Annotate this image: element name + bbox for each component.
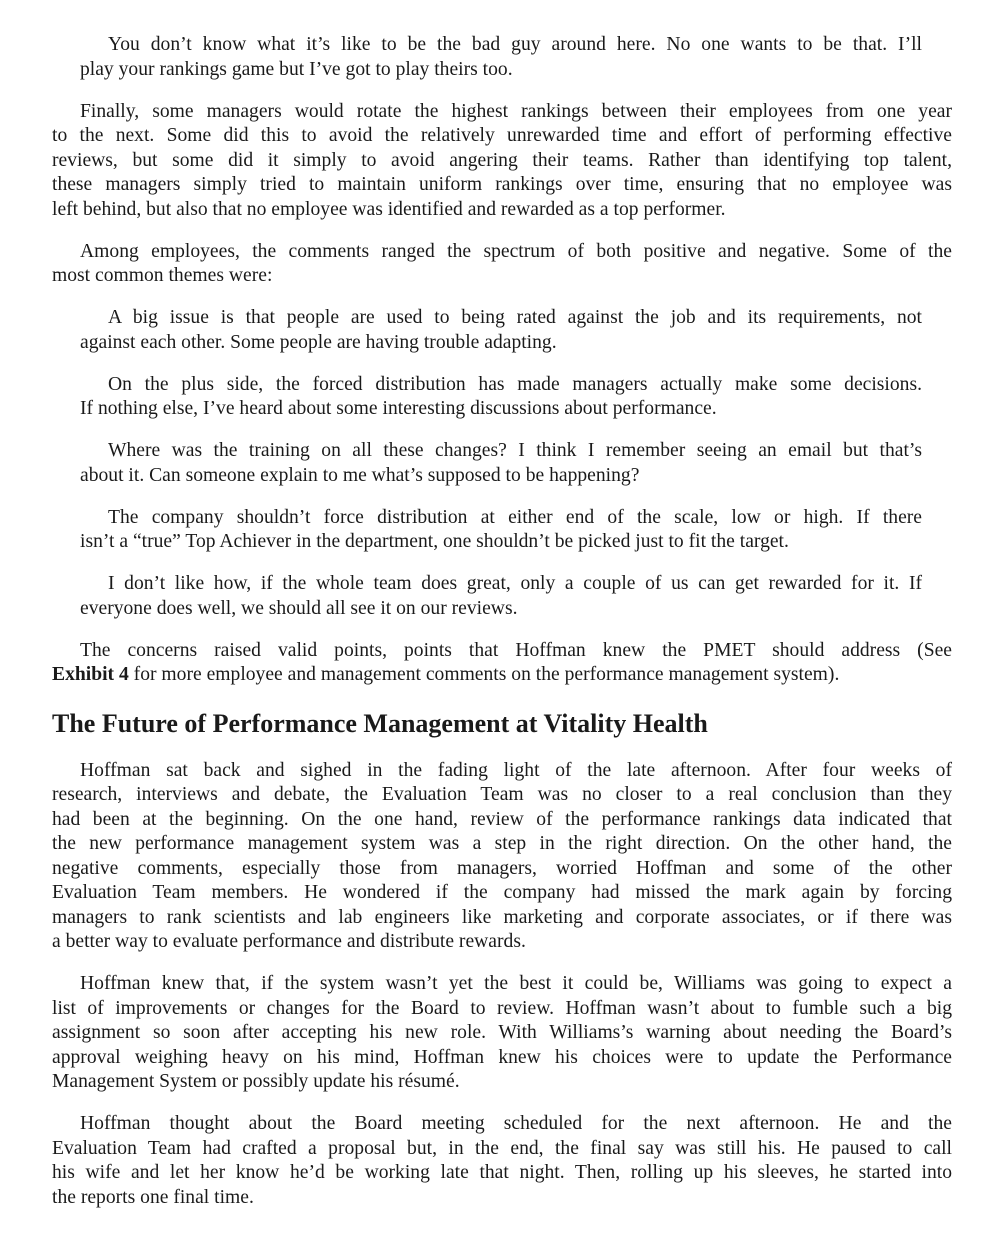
text-line: Hoffman knew that, if the system wasn’t yet the best it could be, Williams was going to expect a [80,973,952,994]
paragraph [0,972,1000,1095]
text-line: Finally, some managers would rotate the highest rankings between their employees from one year [80,100,952,122]
text-line: negative comments, especially those from managers, worried Hoffman and some of the other [52,857,952,879]
quote-paragraph [0,33,1000,82]
text-line: approval weighing heavy on his mind, Hoffman knew his choices were to update the Performance [52,1046,952,1068]
paragraph [0,1112,1000,1210]
text-line: A big issue is that people are used to being rated against the job and its requirements, not [108,307,922,328]
section-after-heading [0,759,1000,1211]
text-fragment: for more employee and management comments on the performance management system). [128,664,840,685]
text-line: most common themes were: [52,265,273,286]
quote-paragraph [0,373,1000,422]
text-line: against each other. Some people are having trouble adapting. [80,331,557,353]
text-line: You don’t know what it’s like to be the bad guy around here. No one wants to be that. I’ll [108,34,922,55]
text-line: left behind, but also that no employee was identified and rewarded as a top performer. [52,198,726,220]
exhibit-reference: Exhibit 4 [52,664,129,685]
text-line: Hoffman thought about the Board meeting scheduled for the next afternoon. He and the [80,1113,952,1134]
text-line: these managers simply tried to maintain uniform rankings over time, ensuring that no employee was [52,174,952,195]
paragraph [0,100,1000,223]
text-line: his wife and let her know he’d be working late that night. Then, rolling up his sleeves, he started into [52,1162,952,1183]
quote-paragraph [0,439,1000,488]
text-line: I don’t like how, if the whole team does great, only a couple of us can get rewarded for it. If [108,573,922,594]
text-line: On the plus side, the forced distribution has made managers actually make some decisions. [108,373,922,395]
text-line: If nothing else, I’ve heard about some interesting discussions about performance. [80,398,717,419]
text-line: the new performance management system was a step in the right direction. On the other hand, the [52,833,952,854]
text-line: Where was the training on all these changes? I think I remember seeing an email but that’s [108,440,922,461]
paragraph [0,759,1000,955]
text-line: The company shouldn’t force distribution at either end of the scale, low or high. If there [108,506,922,528]
text-line: Among employees, the comments ranged the spectrum of both positive and negative. Some of the [80,240,952,262]
text-line: to the next. Some did this to avoid the relatively unrewarded time and effort of performing effective [52,125,952,146]
paragraph [0,240,1000,289]
text-line: a better way to evaluate performance and distribute rewards. [52,931,526,952]
text-line: The concerns raised valid points, points that Hoffman knew the PMET should address (See [80,639,952,661]
section-heading: The Future of Performance Management at Vitality Health [52,708,708,738]
quote-paragraph [0,506,1000,555]
text-line: the reports one final time. [52,1186,254,1208]
text-line: Evaluation Team had crafted a proposal but, in the end, the final say was still his. He paused to call [52,1137,952,1159]
text-line [52,663,952,688]
text-line: about it. Can someone explain to me what’s supposed to be happening? [80,464,640,486]
text-line: had been at the beginning. On the one hand, review of the performance rankings data indicated that [52,808,952,830]
text-line: isn’t a “true” Top Achiever in the department, one shouldn’t be picked just to fit the target. [80,531,789,552]
quote-paragraph [0,572,1000,621]
text-line: list of improvements or changes for the Board to review. Hoffman wasn’t about to fumble such a big [52,997,952,1019]
text-line: assignment so soon after accepting his new role. With Williams’s warning about needing the Board’s [52,1022,952,1043]
text-line: play your rankings game but I’ve got to play theirs too. [80,58,513,80]
text-line: reviews, but some did it simply to avoid angering their teams. Rather than identifying top talent, [52,149,952,171]
text-line: Evaluation Team members. He wondered if the company had missed the mark again by forcing [52,882,952,903]
text-line: Management System or possibly update his résumé. [52,1071,460,1092]
text-line: Hoffman sat back and sighed in the fading light of the late afternoon. After four weeks of [80,759,952,781]
text-line: managers to rank scientists and lab engineers like marketing and corporate associates, or if there was [52,906,952,928]
text-line: everyone does well, we should all see it on our reviews. [80,597,518,619]
paragraph [0,639,1000,688]
section-before-heading [0,33,1000,688]
text-line: research, interviews and debate, the Evaluation Team was no closer to a real conclusion than they [52,784,952,805]
quote-paragraph [0,306,1000,355]
